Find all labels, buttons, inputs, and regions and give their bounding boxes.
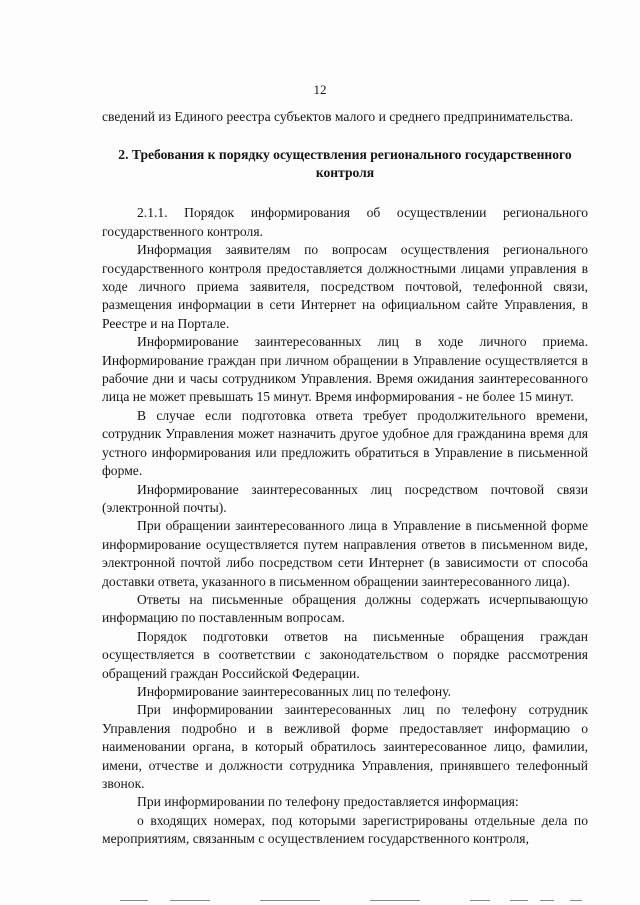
- paragraph: Информация заявителям по вопросам осуществления регионального государственного контроля предоставляется должностными лицами управления в ходе личного приема заявителя, посредством почтовой, телефонной связи, размещения информации в сети Интернет на официальном сайте Управления, в Реестре и на Портале.: [102, 242, 588, 331]
- paragraph-subsection-title: 2.1.1. Порядок информирования об осуществлении регионального государственного контроля.: [102, 205, 588, 239]
- page-number: 12: [313, 82, 327, 97]
- paragraph: При информировании заинтересованных лиц по телефону сотрудник Управления подробно и в вежливой форме предоставляет информацию о наименовании органа, в который обратилось заинтересованное лицо, фамилии, имени, отчестве и должности сотрудника Управления, принявшего телефонный звонок.: [102, 702, 588, 791]
- scan-artifact-marks: [110, 895, 630, 901]
- paragraph: При обращении заинтересованного лица в Управление в письменной форме информирование осуществляется путем направления ответов в письменном виде, электронной почтой либо посредством сети Интернет (в зависимости от способа доставки ответа, указанного в письменном обращении заинтересованного лица).: [102, 518, 588, 589]
- section-heading: 2. Требования к порядку осуществления регионального государственного контроля: [118, 147, 572, 181]
- paragraph: Ответы на письменные обращения должны содержать исчерпывающую информацию по поставленным вопросам.: [102, 591, 588, 626]
- paragraph: Порядок подготовки ответов на письменные обращения граждан осуществляется в соответствии с законодательством о порядке рассмотрения обращений граждан Российской Федерации.: [102, 628, 588, 681]
- paragraph: При информировании по телефону предоставляется информация:: [137, 794, 519, 810]
- paragraph: Информирование заинтересованных лиц посредством почтовой связи (электронной почты).: [102, 481, 588, 515]
- paragraph-continuation: сведений из Единого реестра субъектов малого и среднего предпринимательства.: [102, 109, 574, 124]
- document-body: [102, 108, 588, 849]
- paragraph: Информирование заинтересованных лиц в ходе личного приема. Информирование граждан при личном обращении в Управление осуществляется в рабочие дни и часы сотрудником Управления. Время ожидания заинтересованного лица не может превышать 15 минут. Время информирования - не более 15 минут.: [102, 334, 588, 405]
- paragraph: Информирование заинтересованных лиц по телефону.: [137, 683, 451, 699]
- paragraph: В случае если подготовка ответа требует продолжительного времени, сотрудник Управления может назначить другое удобное для гражданина время для устного информирования или предложить обратиться в Управление в письменной форме.: [102, 407, 588, 479]
- paragraph: о входящих номерах, под которыми зарегистрированы отдельные дела по мероприятиям, связанным с осуществлением государственного контроля,: [102, 812, 588, 847]
